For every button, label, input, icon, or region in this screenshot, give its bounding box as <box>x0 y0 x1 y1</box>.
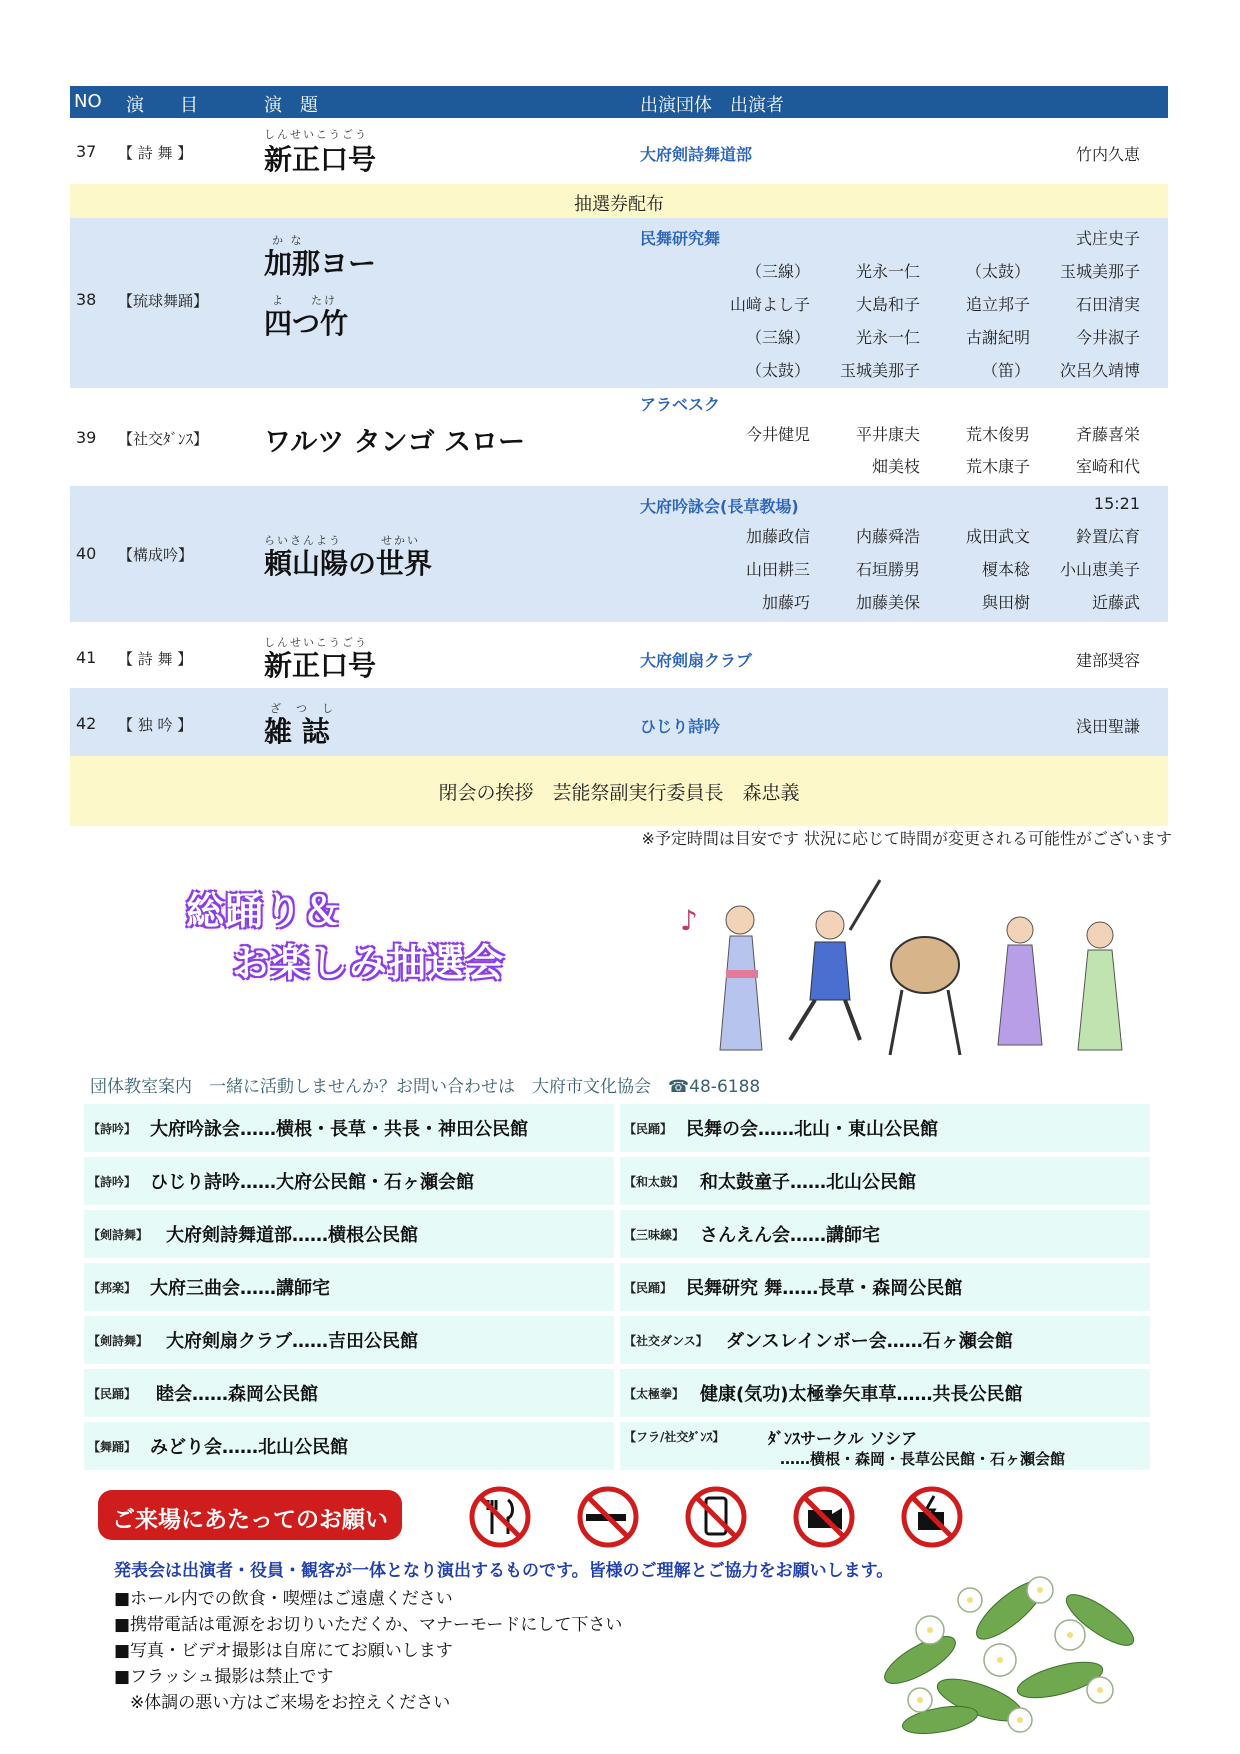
row-ruby: か な <box>272 234 304 247</box>
lottery-row <box>70 184 1168 218</box>
performer: 山田耕三 <box>745 560 810 579</box>
class-item <box>620 1369 1150 1417</box>
row-number: 39 <box>76 428 97 447</box>
class-item <box>620 1316 1150 1364</box>
row-ruby: よ たけ <box>272 294 337 307</box>
program-row-38 <box>70 218 1168 388</box>
program-row-42 <box>70 688 1168 756</box>
class-item <box>84 1210 614 1258</box>
class-tag: 【詩吟】 <box>88 1175 137 1189</box>
dancer-figure <box>998 917 1042 1045</box>
performer: （三線） <box>745 328 810 347</box>
performer: 荒木康子 <box>965 457 1030 476</box>
class-text-sub: ……横根・森岡・長草公民館・石ヶ瀬会館 <box>780 1450 1066 1468</box>
performer: 成田武文 <box>965 527 1030 546</box>
row-title: 頼山陽の世界 <box>264 547 433 580</box>
row-category: 【社交ﾀﾞﾝｽ】 <box>118 430 209 448</box>
row-group: 大府剣扇クラブ <box>640 651 753 670</box>
class-tag: 【社交ダンス】 <box>624 1334 708 1348</box>
header-category: 演 目 <box>126 95 198 116</box>
class-text: 健康(気功)太極拳矢車草……共長公民館 <box>700 1384 1023 1405</box>
row-group: ひじり詩吟 <box>640 717 721 736</box>
class-item <box>84 1422 614 1470</box>
program-row-41 <box>70 622 1168 688</box>
class-item <box>620 1104 1150 1152</box>
performer: 古謝紀明 <box>965 328 1030 347</box>
performer: 近藤武 <box>1091 593 1140 612</box>
class-item <box>620 1210 1150 1258</box>
class-text: ダンスレインボー会……石ヶ瀬会館 <box>726 1331 1013 1352</box>
performer: 平井康夫 <box>855 425 920 444</box>
performer: 内藤舜浩 <box>855 527 920 546</box>
header-title: 演 題 <box>264 95 318 116</box>
performer: 建部奨容 <box>1075 651 1140 670</box>
class-item <box>84 1263 614 1311</box>
row-title: 四つ竹 <box>264 307 349 340</box>
row-number: 42 <box>76 714 97 733</box>
class-text: 大府三曲会……講師宅 <box>150 1278 330 1299</box>
class-item <box>84 1104 614 1152</box>
performer: （笛） <box>981 361 1030 380</box>
request-lead: 発表会は出演者・役員・観客が一体となり演出するものです。皆様のご理解とご協力をお願いします。 <box>114 1561 894 1581</box>
notice-item: ※体調の悪い方はご来場をお控えください <box>130 1693 451 1713</box>
performer: 大島和子 <box>855 295 920 314</box>
performer: 榎本稔 <box>981 560 1030 579</box>
row-group: アラベスク <box>640 395 721 414</box>
class-tag: 【剣詩舞】 <box>88 1334 149 1348</box>
row-category: 【構成吟】 <box>118 546 194 564</box>
dancers-illustration <box>680 870 1140 1060</box>
performer: 石田清実 <box>1075 295 1140 314</box>
performer: 荒木俊男 <box>965 425 1030 444</box>
program-row-40 <box>70 486 1168 622</box>
performer: 次呂久靖博 <box>1059 361 1140 380</box>
notice-item: ■携帯電話は電源をお切りいただくか、マナーモードにして下さい <box>114 1615 623 1635</box>
class-tag: 【民踊】 <box>624 1281 673 1295</box>
no-flash-icon <box>904 1489 960 1545</box>
no-smoking-icon <box>580 1489 636 1545</box>
row-ruby: らいさんよう せかい <box>264 534 420 547</box>
class-text: ひじり詩吟……大府公民館・石ヶ瀬会館 <box>150 1172 474 1193</box>
row-ruby: しんせいこうごう <box>264 128 368 141</box>
request-badge <box>98 1490 402 1540</box>
class-tag: 【太極拳】 <box>624 1387 685 1401</box>
class-text: 大府剣詩舞道部……横根公民館 <box>166 1225 418 1246</box>
schedule-note: ※予定時間は目安です 状況に応じて時間が変更される可能性がございます <box>641 829 1172 848</box>
row-title: 新正口号 <box>264 649 377 682</box>
performer: 追立邦子 <box>965 295 1030 314</box>
row-group: 大府吟詠会(長草教場) <box>640 497 799 516</box>
header-performers: 出演団体 出演者 <box>640 95 784 116</box>
row-category: 【 詩 舞 】 <box>118 650 193 668</box>
performer: 加藤巧 <box>761 593 810 612</box>
drum-icon <box>890 937 960 1055</box>
closing-row <box>70 756 1168 826</box>
performer: 小山恵美子 <box>1059 560 1140 579</box>
dancer-figure <box>720 906 762 1050</box>
class-tag: 【フラ/社交ﾀﾞﾝｽ】 <box>624 1430 725 1444</box>
class-text: さんえん会……講師宅 <box>700 1225 880 1246</box>
program-row-37 <box>70 118 1168 184</box>
performer: 光永一仁 <box>855 328 920 347</box>
header-no: NO <box>74 91 102 112</box>
row-category: 【琉球舞踊】 <box>118 292 209 310</box>
flower-illustration <box>860 1540 1150 1750</box>
class-item <box>620 1157 1150 1205</box>
performer: 畑美枝 <box>871 457 920 476</box>
class-text: ﾀﾞﾝｽサークル ソシア <box>768 1429 918 1448</box>
time-display: 15:21 <box>1093 494 1140 513</box>
program-row-39 <box>70 388 1168 486</box>
class-item <box>84 1316 614 1364</box>
row-ruby: ざ つ し <box>270 702 335 715</box>
class-text: 民舞の会……北山・東山公民館 <box>686 1119 938 1140</box>
row-title: 雑 誌 <box>264 715 330 748</box>
row-number: 41 <box>76 648 97 667</box>
classes-intro: 団体教室案内 一緒に活動しませんか？お問い合わせは 大府市文化協会 ☎48-6188 <box>90 1077 761 1097</box>
class-tag: 【詩吟】 <box>88 1122 137 1136</box>
performer: （三線） <box>745 262 810 281</box>
row-category: 【 独 吟 】 <box>118 716 193 734</box>
music-note-icon <box>680 904 698 937</box>
class-tag: 【和太鼓】 <box>624 1175 685 1189</box>
performer: 今井淑子 <box>1075 328 1140 347</box>
notice-item: ■ホール内での飲食・喫煙はご遠慮ください <box>114 1589 453 1609</box>
class-tag: 【民踊】 <box>88 1387 137 1401</box>
class-tag: 【邦楽】 <box>88 1281 137 1295</box>
class-text: 大府剣扇クラブ……吉田公民館 <box>166 1331 418 1352</box>
class-text: 和太鼓童子……北山公民館 <box>700 1172 916 1193</box>
performer: 竹内久恵 <box>1075 145 1140 164</box>
no-phone-icon <box>688 1489 744 1545</box>
performer: 斉藤喜栄 <box>1075 425 1140 444</box>
class-item <box>84 1369 614 1417</box>
row-number: 38 <box>76 290 97 309</box>
no-eating-icon <box>472 1489 528 1545</box>
class-tag: 【民踊】 <box>624 1122 673 1136</box>
request-badge-text: ご来場にあたってのお願い <box>112 1507 388 1533</box>
class-text: みどり会……北山公民館 <box>150 1437 348 1458</box>
performer: 山﨑よし子 <box>729 295 810 314</box>
row-title: 加那ヨー <box>264 247 377 280</box>
no-video-icon <box>796 1489 852 1545</box>
row-title: ワルツ タンゴ スロー <box>264 427 525 458</box>
class-tag: 【剣詩舞】 <box>88 1228 149 1242</box>
dancer-figure <box>1078 922 1122 1050</box>
notice-item: ■フラッシュ撮影は禁止です <box>114 1667 334 1687</box>
svg-text:♪: ♪ <box>680 904 698 937</box>
performer: 浅田聖謙 <box>1075 717 1140 736</box>
row-category: 【 詩 舞 】 <box>118 144 193 162</box>
lottery-text: 抽選券配布 <box>574 194 664 215</box>
row-number: 40 <box>76 544 97 563</box>
performer: （太鼓） <box>965 262 1030 281</box>
notice-item: ■写真・ビデオ撮影は自席にてお願いします <box>114 1641 453 1661</box>
performer: 今井健児 <box>745 425 810 444</box>
class-text: 睦会……森岡公民館 <box>156 1384 318 1405</box>
performer: 玉城美那子 <box>1059 262 1140 281</box>
performer: 與田樹 <box>981 593 1030 612</box>
class-tag: 【三味線】 <box>624 1228 685 1242</box>
festival-title-line1: 総踊り＆ <box>186 889 343 933</box>
performer: 加藤美保 <box>855 593 920 612</box>
row-ruby: しんせいこうごう <box>264 636 368 649</box>
performer: 石垣勝男 <box>855 560 920 579</box>
closing-text: 閉会の挨拶 芸能祭副実行委員長 森忠義 <box>438 782 800 804</box>
class-text: 大府吟詠会……横根・長草・共長・神田公民館 <box>150 1119 528 1140</box>
class-text: 民舞研究 舞……長草・森岡公民館 <box>686 1278 963 1299</box>
performer: （太鼓） <box>745 361 810 380</box>
class-item <box>620 1263 1150 1311</box>
row-group: 大府剣詩舞道部 <box>640 145 753 164</box>
performer: 室崎和代 <box>1075 457 1140 476</box>
class-item <box>620 1422 1150 1470</box>
program-table <box>70 86 1168 826</box>
festival-title-line2: お楽しみ抽選会 <box>232 941 506 985</box>
table-header <box>70 86 1168 118</box>
row-group: 民舞研究舞 <box>640 229 721 248</box>
performer: 加藤政信 <box>745 527 810 546</box>
performer: 玉城美那子 <box>839 361 920 380</box>
performer: 光永一仁 <box>855 262 920 281</box>
performer: 式庄史子 <box>1075 229 1140 248</box>
class-tag: 【舞踊】 <box>88 1440 137 1454</box>
row-number: 37 <box>76 142 97 161</box>
row-title: 新正口号 <box>264 143 377 176</box>
class-item <box>84 1157 614 1205</box>
performer: 鈴置広育 <box>1075 527 1140 546</box>
drummer-figure <box>790 880 880 1040</box>
